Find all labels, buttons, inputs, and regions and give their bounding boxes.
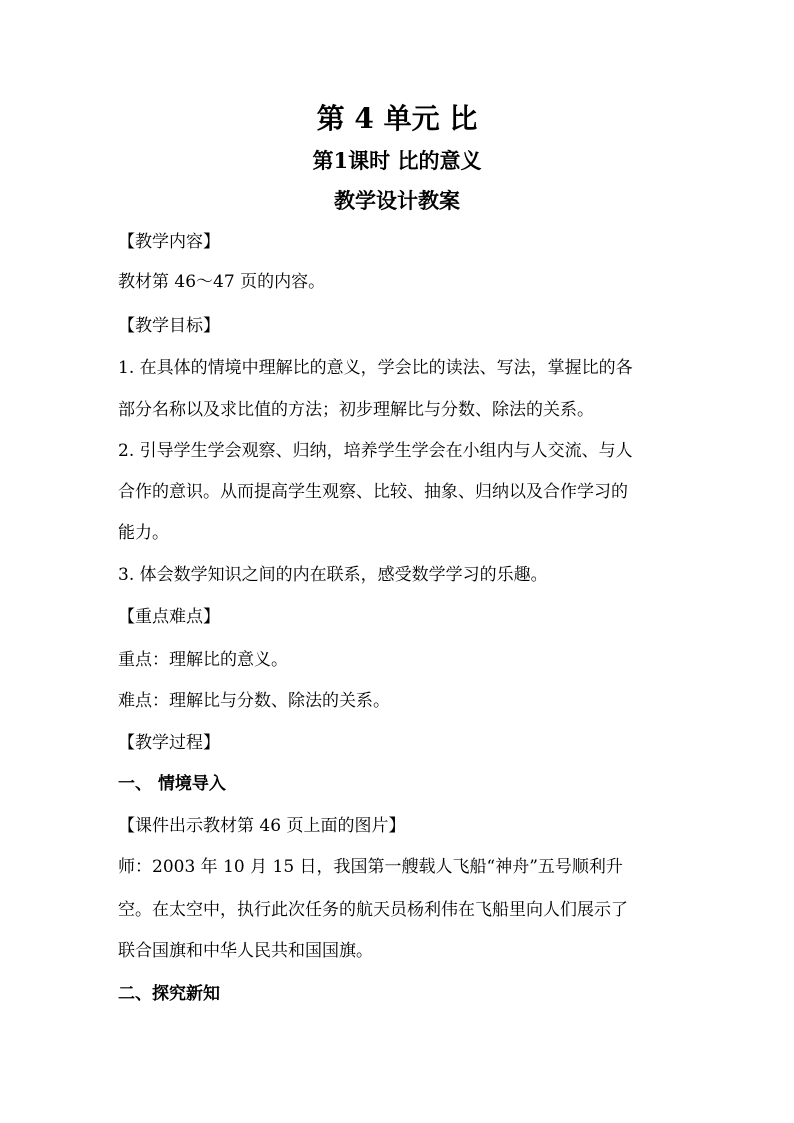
subsection-heading-intro: 一、 情境导入 — [118, 774, 226, 794]
section-heading-key-points: 【重点难点】 — [118, 607, 220, 627]
body-text: 联合国旗和中华人民共和国国旗。 — [118, 941, 373, 961]
body-text: 合作的意识。从而提高学生观察、比较、抽象、归纳以及合作学习的 — [118, 482, 628, 502]
body-text: 1. 在具体的情境中理解比的意义，学会比的读法、写法，掌握比的各 — [118, 358, 633, 378]
body-text: 难点：理解比与分数、除法的关系。 — [118, 691, 390, 711]
body-text: 师：2003 年 10 月 15 日，我国第一艘载人飞船“神舟”五号顺利升 — [118, 857, 623, 877]
body-text: 能力。 — [118, 523, 169, 543]
body-text: 2. 引导学生学会观察、归纳，培养学生学会在小组内与人交流、与人 — [118, 441, 633, 461]
body-text: 【课件出示教材第 46 页上面的图片】 — [118, 816, 406, 836]
body-text: 空。在太空中，执行此次任务的航天员杨利伟在飞船里向人们展示了 — [118, 900, 628, 920]
unit-title: 第 4 单元 比 — [316, 102, 478, 135]
body-text: 部分名称以及求比值的方法；初步理解比与分数、除法的关系。 — [118, 400, 594, 420]
section-heading-objectives: 【教学目标】 — [118, 316, 220, 336]
section-heading-content: 【教学内容】 — [118, 232, 220, 252]
document-type-title: 教学设计教案 — [334, 188, 460, 213]
section-heading-process: 【教学过程】 — [118, 733, 220, 753]
lesson-title: 第1课时 比的意义 — [312, 148, 482, 173]
body-text: 重点：理解比的意义。 — [118, 650, 288, 670]
body-text: 3. 体会数学知识之间的内在联系，感受数学学习的乐趣。 — [118, 565, 548, 585]
body-text: 教材第 46～47 页的内容。 — [118, 272, 326, 292]
subsection-heading-explore: 二、探究新知 — [118, 984, 220, 1004]
